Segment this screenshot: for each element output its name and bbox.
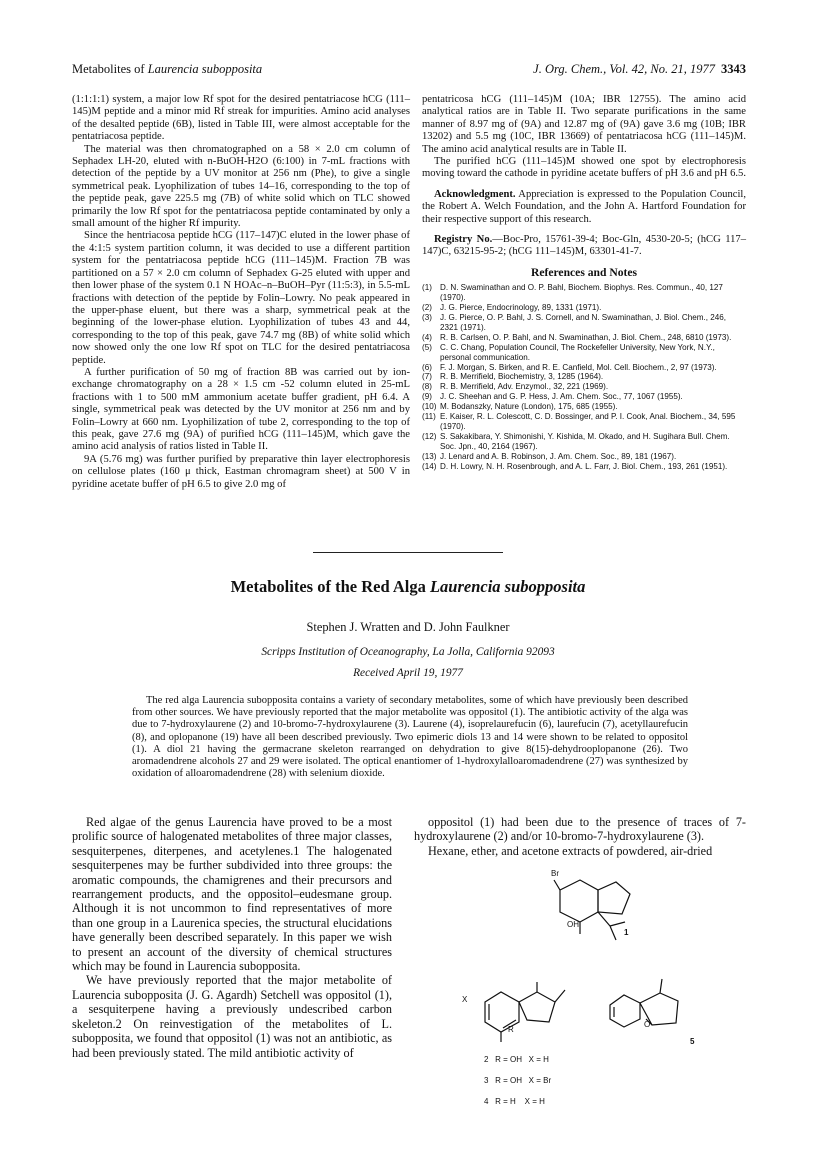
article-title — [0, 577, 816, 597]
paragraph: A further purification of 50 mg of fraction 8B was carried out by ion-exchange chromatography on a 28 × 1.5 cm -52 column eluted in 25-mL fractions with 1 to 500 mM ammonium acetate buffer gradient, pH 6.4. A single, symmetrical peak was detected by the UV monitor at 256 nm and by Folin–Lowry at 660 nm. Lyophilization of tube 2, corresponding to the top of this peak, gave 27.6 mg (9A) of purified hCG (111–145)M, which gave the amino acid analysis of ratios listed in Table II. — [72, 366, 410, 453]
reference-text: S. Sakakibara, Y. Shimonishi, Y. Kishida, M. Okado, and H. Sugihara Bull. Chem. Soc. Jpn., 40, 2164 (1967). — [440, 431, 730, 451]
paragraph: (1:1:1:1) system, a major low Rf spot for the desired pentatriacose hCG (111–145)M peptide and a minor mid Rf streak for impurities. Amino acid analyses of the desalted peptide (6B), listed in Table III, were almost acceptable for the pentatriacosa peptide. — [72, 94, 410, 143]
experimental-column-left — [72, 94, 410, 491]
acknowledgment — [422, 189, 746, 226]
paragraph: Red algae of the genus Laurencia have proved to be a most prolific source of halogenated metabolites of three major classes, sesquiterpenes, diterpenes, and acetylenes.1 The halogenated sesquiterpenes may be further subdivided into three groups: the aromatic compounds, the chamigrenes and their precursors and rearrangement products, and the oppositol–eudesmane group. Although it is not uncommon to find representatives of more than one group in a Laurenica species, the structural elucidations have generally been described separately. In this paper we wish to present an account of the diversity of chemical structures which may be found in Laurencia subopposita. — [72, 815, 392, 974]
reference-item — [422, 402, 746, 412]
header-species: Laurencia subopposita — [147, 62, 263, 76]
reference-number: (2) — [422, 303, 432, 313]
compound-label-4: 4 R = H X = H — [484, 1097, 545, 1106]
paragraph: Hexane, ether, and acetone extracts of powdered, air-dried — [428, 843, 713, 858]
reference-text: F. J. Morgan, S. Birken, and R. E. Canfield, Mol. Cell. Biochem., 2, 97 (1973). — [440, 362, 717, 372]
running-header-right — [533, 62, 746, 77]
reference-number: (14) — [422, 461, 437, 471]
reference-text: J. G. Pierce, Endocrinology, 89, 1331 (1971). — [440, 303, 602, 313]
reference-text: R. B. Merrifield, Adv. Enzymol., 32, 221 (1969). — [440, 382, 609, 392]
reference-text: M. Bodanszky, Nature (London), 175, 685 (1955). — [440, 402, 618, 412]
experimental-column-right — [422, 94, 746, 472]
reference-item — [422, 313, 746, 333]
reference-item — [422, 283, 746, 303]
reference-item — [422, 363, 746, 373]
x-substituent-label: X — [462, 995, 468, 1004]
reference-item — [422, 372, 746, 382]
body-column-left — [72, 815, 392, 1060]
section-divider — [313, 552, 503, 553]
paragraph: pentatricosa hCG (111–145)M (10A; IBR 12755). The amino acid analytical ratios are in Table II. Two separate purifications in the same manner of 8.97 mg of (9A) and 12.87 mg of (9A) gave 3.6 mg (10B; IBR 13202) and 5.5 mg (10C, IBR 13669) of pentatriacosa hCG (111–145)M. The amino acid analytical results are in Table II. — [422, 94, 746, 155]
reference-text: J. Lenard and A. B. Robinson, J. Am. Chem. Soc., 89, 181 (1967). — [440, 451, 677, 461]
registry-numbers — [422, 234, 746, 259]
r-substituent-label: R — [508, 1025, 514, 1034]
reference-text: R. B. Merrifield, Biochemistry, 3, 1285 (1964). — [440, 372, 604, 382]
reference-number: (10) — [422, 402, 437, 412]
reference-item — [422, 432, 746, 452]
reference-number: (11) — [422, 412, 436, 422]
page-number: 3343 — [721, 62, 746, 76]
reference-number: (6) — [422, 362, 432, 372]
registry-text: —Boc-Pro, 15761-39-4; Boc-Gln, 4530-20-5; (hCG 117–147)C, 63215-95-2; (hCG 111–145)M, 63301-41-7. — [422, 234, 746, 258]
reference-item — [422, 452, 746, 462]
reference-number: (12) — [422, 431, 437, 441]
registry-label: Registry No. — [434, 234, 493, 246]
oh-group-label: OH — [567, 920, 579, 929]
paragraph: The material was then chromatographed on a 58 × 2.0 cm column of Sephadex LH-20, eluted with n-BuOH-H2O (6:100) in 7-mL fractions with detection of the peptide by a UV monitor at 256 nm (Phe), to give a single symmetrical peak. Lyophilization of tubes 14–16, corresponding to the top of the peptide peak, gave 225.5 mg (7B) of white solid which on TLC showed primarily the low Rf spot for the pentatriacosa peptide contaminated by only a small amount of the higher Rf impurity. — [72, 143, 410, 230]
reference-item — [422, 343, 746, 363]
reference-number: (13) — [422, 451, 437, 461]
acknowledgment-text: Appreciation is expressed to the Population Council, the Robert A. Welch Foundation, and the John A. Hartford Foundation for their respective support of this research. — [422, 188, 746, 225]
reference-item — [422, 462, 746, 472]
abstract: The red alga Laurencia subopposita contains a variety of secondary metabolites, some of which have previously been described from other sources. We have previously reported that the major metabolite was oppositol (1). The antibiotic activity of the alga was due to 7-hydroxylaurene (2) and 10-bromo-7-hydroxylaurene (3). Laurene (4), isoprelaurefucin (6), laurefucin (7), acetyllaurefucin (8), and oplopanone (19) have all been described previously. Two epimeric diols 13 and 14 were shown to be related to oppositol (1). A diol 21 having the germacrane skeleton rearranged on dehydration to give 8(15)-dehydrooplopanone (26). Two aromadendrene alcohols 27 and 29 were isolated. The optical enantiomer of 1-hydroxylalloaromadendrene (27) was synthesized by oxidation of alloaromadendrene (28) with selenium dioxide. — [132, 695, 688, 780]
reference-text: J. G. Pierce, O. P. Bahl, J. S. Cornell, and N. Swaminathan, J. Biol. Chem., 246, 2321 (1971). — [440, 313, 726, 332]
reference-number: (5) — [422, 342, 432, 352]
reference-text: C. C. Chang, Population Council, The Rockefeller University, New York, N.Y., personal communication. — [440, 342, 715, 362]
title-species: Laurencia subopposita — [429, 577, 586, 596]
references-list — [422, 283, 746, 471]
paragraph: The purified hCG (111–145)M showed one spot by electrophoresis moving toward the cathode in pyridine acetate buffers of pH 3.6 and pH 6.5. — [422, 156, 746, 180]
reference-number: (3) — [422, 313, 432, 322]
reference-number: (8) — [422, 382, 432, 392]
reference-text: J. C. Sheehan and G. P. Hess, J. Am. Chem. Soc., 77, 1067 (1955). — [440, 392, 683, 402]
header-prefix: Metabolites of — [72, 62, 148, 76]
structure-laurene-derivatives — [465, 980, 575, 1050]
body-column-right — [414, 815, 746, 858]
reference-number: (4) — [422, 332, 432, 342]
reference-text: E. Kaiser, R. L. Colescott, C. D. Bossinger, and P. I. Cook, Anal. Biochem., 34, 595 (1970). — [440, 412, 736, 431]
compound-number-5: 5 — [690, 1037, 695, 1046]
running-header-left — [72, 62, 262, 77]
received-date: Received April 19, 1977 — [353, 667, 463, 679]
br-atom-label: Br — [551, 869, 559, 878]
paragraph: We have previously reported that the major metabolite of Laurencia subopposita (J. G. Agardh) Setchell was oppositol (1), a sesquiterpene having a previously undescribed carbon skeleton.2 On reinvestigation of the metabolites of L. subopposita, we found that oppositol (1) was not an antibiotic, as had been previously stated. The mild antibiotic activity of — [72, 973, 392, 1060]
acknowledgment-label: Acknowledgment. — [434, 188, 516, 200]
reference-item — [422, 382, 746, 392]
reference-text: D. H. Lowry, N. H. Rosenbrough, and A. L. Farr, J. Biol. Chem., 193, 261 (1951). — [440, 461, 728, 471]
reference-text: R. B. Carlsen, O. P. Bahl, and N. Swaminathan, J. Biol. Chem., 248, 6810 (1973). — [440, 332, 732, 342]
compound-label-2: 2 R = OH X = H — [484, 1055, 549, 1064]
references-heading: References and Notes — [530, 265, 638, 279]
paragraph: 9A (5.76 mg) was further purified by preparative thin layer electrophoresis on cellulose plates (160 μ thick, Eastman chromagram sheet) at 500 V in pyridine acetate buffer of pH 6.5 to give 2.0 mg of — [72, 453, 410, 490]
reference-item — [422, 333, 746, 343]
reference-item — [422, 412, 746, 432]
authors: Stephen J. Wratten and D. John Faulkner — [306, 620, 510, 634]
header-journal: J. Org. Chem., Vol. 42, No. 21, 1977 — [533, 62, 715, 76]
o-atom-label: O — [644, 1020, 651, 1029]
compound-label-3: 3 R = OH X = Br — [484, 1076, 552, 1085]
affiliation: Scripps Institution of Oceanography, La Jolla, California 92093 — [261, 646, 555, 658]
reference-item — [422, 303, 746, 313]
reference-number: (1) — [422, 283, 432, 293]
compound-number-1: 1 — [624, 928, 629, 937]
paragraph: Since the hentriacosa peptide hCG (117–147)C eluted in the lower phase of the 4:1:5 system partition column, it was decided to use a different partition system for the pentatriacosa peptide hCG (111–145)M. Fraction 7B was partitioned on a 57 × 2.0 cm column of Sephadex G-25 eluted with upper and then lower phase of the system 0.1 N HOAc–n–BuOH–Pyr (11:5:3), in 5.5-mL fractions with detection of the peptide by Folin–Lowry. No peak appeared in the upper-phase eluent, but there was a sharp, symmetrical peak at the beginning of the lower-phase elution. Lyophilization of tubes 43 and 44, corresponding to the top of this peak, gave 74.7 mg (8B) of white solid which now showed only the one low Rf spot on TLC for the desired pentatriacosa peptide. — [72, 230, 410, 366]
structure-5 — [600, 975, 700, 1040]
title-prefix: Metabolites of the Red Alga — [230, 577, 430, 596]
reference-number: (7) — [422, 372, 432, 382]
paragraph: oppositol (1) had been due to the presence of traces of 7-hydroxylaurene (2) and/or 10-bromo-7-hydroxylaurene (3). — [414, 815, 746, 844]
reference-number: (9) — [422, 392, 432, 402]
reference-item — [422, 392, 746, 402]
reference-text: D. N. Swaminathan and O. P. Bahl, Biochem. Biophys. Res. Commun., 40, 127 (1970). — [440, 283, 723, 303]
